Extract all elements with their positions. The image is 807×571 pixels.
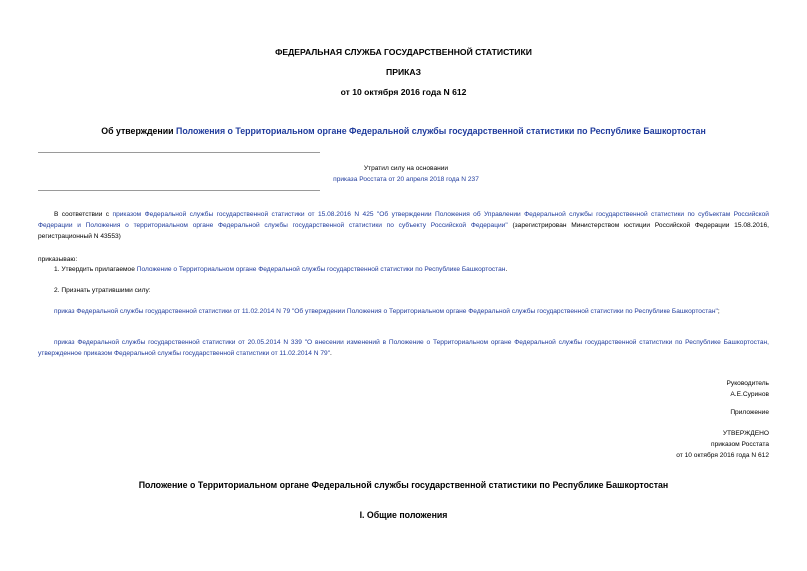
repealed-order-1 (38, 306, 769, 317)
doc-title (0, 126, 807, 136)
divider-bottom (38, 190, 320, 191)
preamble-post: (зарегистрирован Министерством юстиции Российской Федерации 15.08.2016, регистрационный N 43553) (38, 222, 769, 240)
agency-name: ФЕДЕРАЛЬНАЯ СЛУЖБА ГОСУДАРСТВЕННОЙ СТАТИСТИКИ (275, 47, 532, 57)
item-1-link[interactable]: Положение о Территориальном органе Федеральной службы государственной статистики по Республике Башкортостан (136, 266, 506, 273)
doc-title-link[interactable]: Положения о Территориальном органе Федеральной службы государственной статистики по Республике Башкортостан (176, 126, 706, 136)
signature-role: Руководитель (726, 380, 769, 387)
item-1 (38, 264, 769, 275)
repealed-order-2 (38, 337, 769, 359)
doc-type: ПРИКАЗ (386, 67, 421, 77)
repealed-order-1-link[interactable]: приказ Федеральной службы государственной статистики от 11.02.2014 N 79 "Об утверждении Положения о Территориальном органе Федеральной службы государственной статистики по Республике Башкортостан" (54, 308, 718, 315)
item-1-pre: 1. Утвердить прилагаемое (54, 266, 137, 273)
chapter-title: I. Общие положения (359, 510, 448, 520)
divider-top (38, 152, 320, 153)
section-title: Положение о Территориальном органе Федеральной службы государственной статистики по Республике Башкортостан (138, 480, 669, 490)
repeal-notice-text: Утратил силу на основании (363, 165, 449, 172)
signature-name: А.Е.Суринов (730, 391, 769, 398)
signature-block (727, 378, 769, 400)
item-1-post: . (505, 266, 508, 273)
preamble-link[interactable]: приказом Федеральной службы государственной статистики от 15.08.2016 N 425 "Об утверждении Положения об Управлении Федеральной службы государственной статистики по субъектам Российской Федерации и Положения о территориальном органе Федеральной службы государственной статистики по субъекту Российской Федерации" (38, 211, 769, 229)
doc-date: от 10 октября 2016 года N 612 (340, 87, 467, 97)
item-2: 2. Признать утратившими силу: (54, 287, 151, 294)
approval-block (676, 428, 769, 461)
approval-date: от 10 октября 2016 года N 612 (676, 452, 769, 459)
repealed-order-2-post: . (330, 350, 332, 357)
approval-by: приказом Росстата (711, 441, 769, 448)
repealed-order-2-link[interactable]: приказ Федеральной службы государственной статистики от 20.05.2014 N 339 "О внесении изменений в Положение о Территориальном органе Федеральной службы государственной статистики по Республике Башкортостан, утвержденное приказом Федеральной службы государственной статистики от 11.02.2014 N 79" (38, 339, 769, 357)
preamble-paragraph (38, 209, 769, 242)
repeal-notice-link[interactable]: приказа Росстата от 20 апреля 2018 года N 237 (333, 176, 479, 183)
orders-word: приказываю: (38, 256, 78, 263)
appendix-label: Приложение (730, 409, 769, 416)
repeal-notice (322, 163, 490, 185)
repealed-order-1-post: ; (717, 308, 720, 315)
doc-title-prefix: Об утверждении (101, 126, 176, 136)
preamble-pre: В соответствии с (54, 211, 113, 218)
approval-title: УТВЕРЖДЕНО (722, 430, 769, 437)
